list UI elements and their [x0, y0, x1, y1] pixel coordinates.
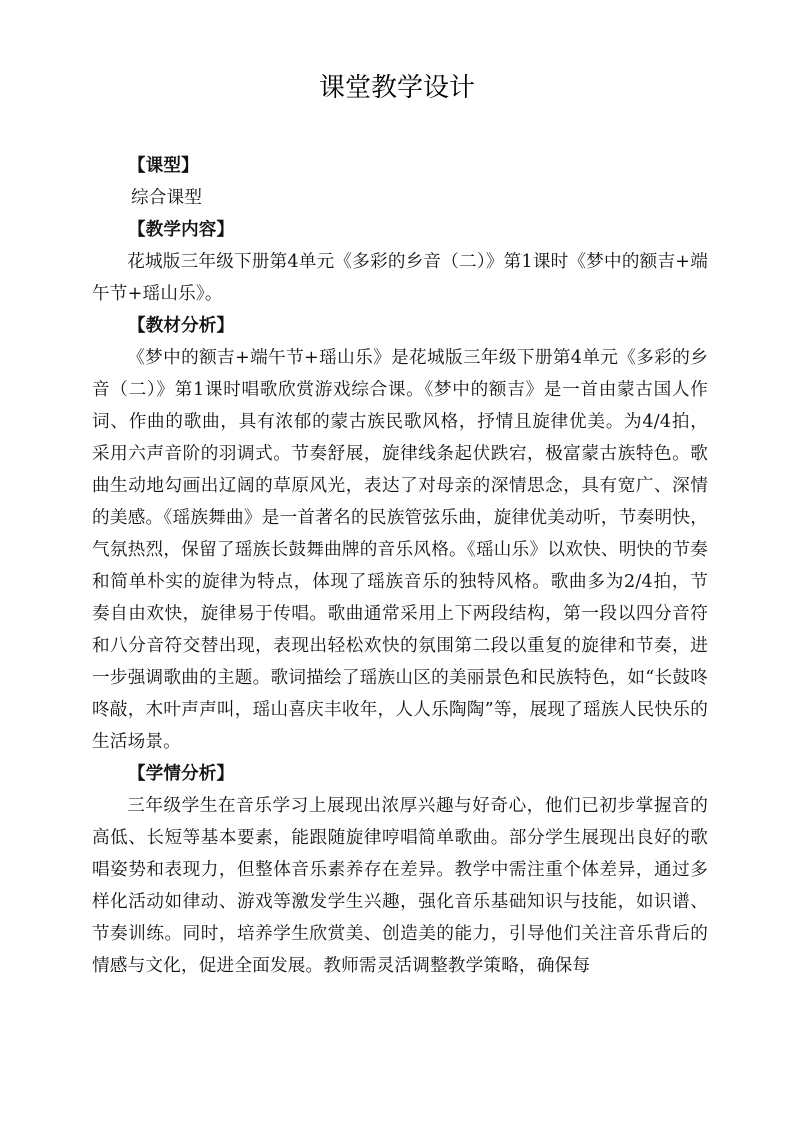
- section-text-teaching-content: 花城版三年级下册第4单元《多彩的乡音（二）》第1课时《梦中的额吉+端午节+瑶山乐》。: [92, 252, 708, 304]
- document-body: [92, 150, 708, 982]
- document-title: 课堂教学设计: [318, 73, 475, 103]
- section-text-lesson-type: 综合课型: [131, 188, 203, 208]
- section-heading-lesson-type: 【课型】: [128, 156, 199, 176]
- section-text-textbook-analysis: 《梦中的额吉+端午节+瑶山乐》是花城版三年级下册第4单元《多彩的乡音（二）》第1课时唱歌欣赏游戏综合课。《梦中的额吉》是一首由蒙古国人作词、作曲的歌曲，具有浓郁的蒙古族民歌风格，抒情且旋律优美。为4/4拍，采用六声音阶的羽调式。节奏舒展，旋律线条起伏跌宕，极富蒙古族特色。歌曲生动地勾画出辽阔的草原风光，表达了对母亲的深情思念，具有宽广、深情的美感。《瑶族舞曲》是一首著名的民族管弦乐曲，旋律优美动听，节奏明快，气氛热烈，保留了瑶族长鼓舞曲牌的音乐风格。《瑶山乐》以欢快、明快的节奏和简单朴实的旋律为特点，体现了瑶族音乐的独特风格。歌曲多为2/4拍，节奏自由欢快，旋律易于传唱。歌曲通常采用上下两段结构，第一段以四分音符和八分音符交替出现，表现出轻松欢快的氛围第二段以重复的旋律和节奏，进一步强调歌曲的主题。歌词描绘了瑶族山区的美丽景色和民族特色，如“长鼓咚咚敲，木叶声声叫，瑶山喜庆丰收年，人人乐陶陶”等，展现了瑶族人民快乐的生活场景。: [92, 348, 708, 752]
- section-heading-student-analysis: 【学情分析】: [128, 764, 235, 784]
- section-heading-textbook-analysis: 【教材分析】: [128, 316, 235, 336]
- section-text-student-analysis: 三年级学生在音乐学习上展现出浓厚兴趣与好奇心，他们已初步掌握音的高低、长短等基本要素，能跟随旋律哼唱简单歌曲。部分学生展现出良好的歌唱姿势和表现力，但整体音乐素养存在差异。教学中需注重个体差异，通过多样化活动如律动、游戏等激发学生兴趣，强化音乐基础知识与技能，如识谱、节奏训练。同时，培养学生欣赏美、创造美的能力，引导他们关注音乐背后的情感与文化，促进全面发展。教师需灵活调整教学策略，确保每: [92, 796, 708, 976]
- section-heading-teaching-content: 【教学内容】: [128, 220, 235, 240]
